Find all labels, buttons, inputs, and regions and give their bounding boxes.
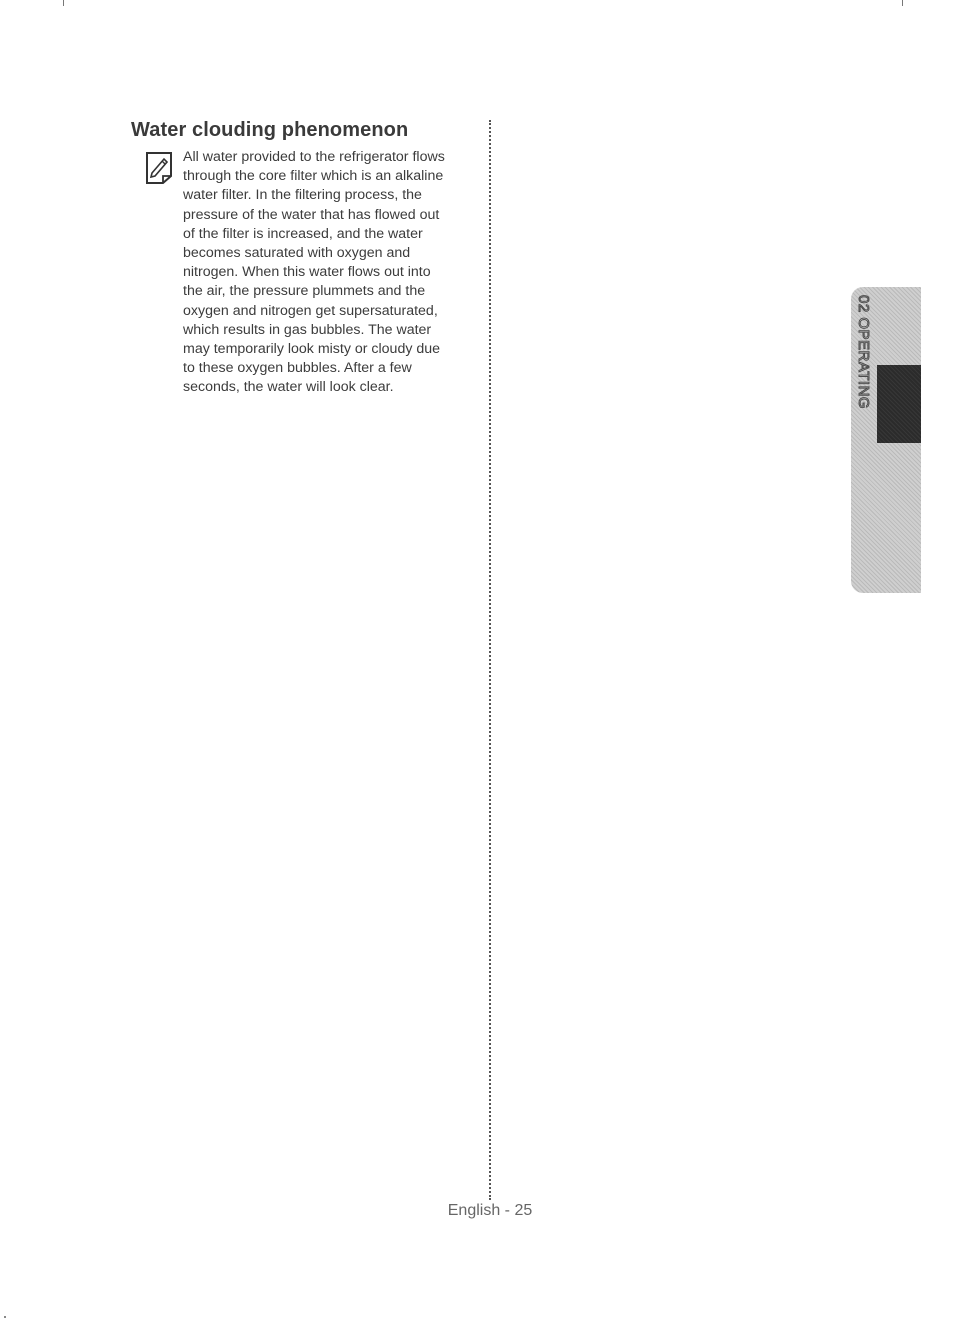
crop-mark-top-right (902, 0, 903, 6)
note-line: of the filter is increased, and the water (183, 225, 423, 242)
note-line: through the core filter which is an alkaline (183, 168, 444, 185)
chapter-side-tab (851, 287, 921, 593)
note-line: All water provided to the refrigerator flows (183, 149, 445, 165)
note-line: seconds, the water will look clear. (183, 379, 394, 396)
note-line: may temporarily look misty or cloudy due (183, 341, 441, 358)
note-line: pressure of the water that has flowed out (183, 206, 440, 223)
note-line: nitrogen. When this water flows out into (183, 264, 431, 281)
chapter-tab-highlight (877, 365, 921, 443)
note-line: water filter. In the filtering process, the (183, 187, 422, 204)
note-line: oxygen and nitrogen get supersaturated, (183, 302, 438, 319)
note-pencil-icon (145, 151, 173, 185)
crop-mark-top-left (63, 0, 64, 6)
column-divider (489, 120, 491, 1200)
note-line: to these oxygen bubbles. After a few (183, 360, 412, 377)
note-line: becomes saturated with oxygen and (183, 245, 411, 262)
note-line: which results in gas bubbles. The water (183, 321, 432, 338)
chapter-tab-label: 02 OPERATING (855, 295, 872, 410)
note-line: the air, the pressure plummets and the (183, 283, 426, 300)
section-title: Water clouding phenomenon (131, 119, 409, 141)
note-paragraph (183, 148, 483, 398)
corner-mark (4, 1316, 6, 1318)
page-number: English - 25 (447, 1202, 533, 1219)
